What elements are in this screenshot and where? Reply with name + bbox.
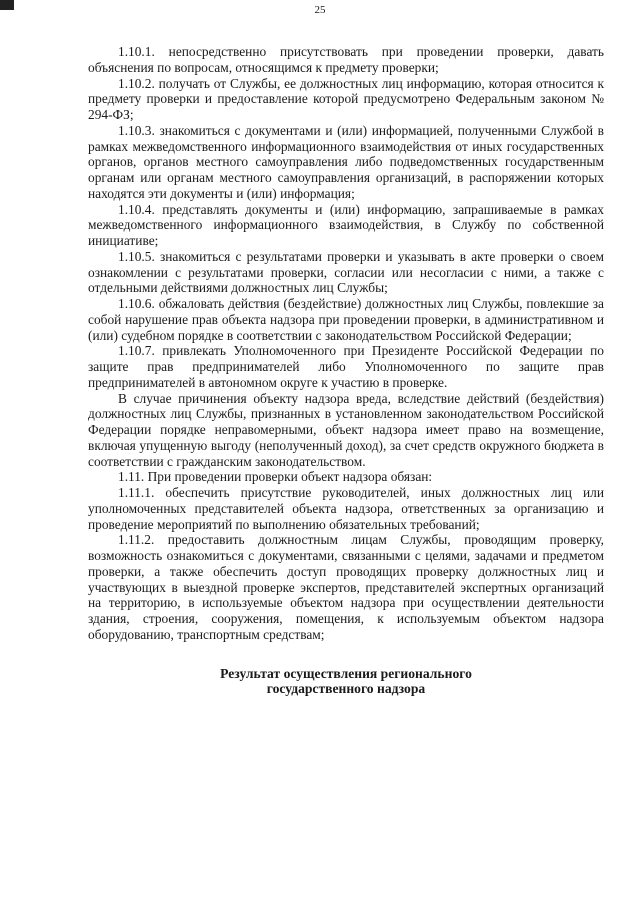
section-heading [88,666,604,697]
paragraph-1-11-1: 1.11.1. обеспечить присутствие руководителей, иных должностных лиц или уполномоченных представителей объекта надзора, ответственных за организацию и проведение мероприятий по выполнению обязательных требований; [88,485,604,532]
paragraph-1-11: 1.11. При проведении проверки объект надзора обязан: [118,469,433,485]
paragraph-1-10-2: 1.10.2. получать от Службы, ее должностных лиц информацию, которая относится к предмету проверки и предоставление которой предусмотрено Федеральным законом № 294-ФЗ; [88,75,604,122]
page-number: 25 [314,4,326,16]
section-heading-line-1: Результат осуществления регионального [220,665,472,681]
paragraph-1-10-1: 1.10.1. непосредственно присутствовать при проведении проверки, давать объяснения по вопросам, относящимся к предмету проверки; [88,44,604,75]
paragraph-1-10-3: 1.10.3. знакомиться с документами и (или) информацией, полученными Службой в рамках межведомственного информационного взаимодействия от иных государственных органов, органов местного самоуправления либо подведомственных государственным органам или органам местного самоуправления организаций, в распоряжении которых находятся эти документы и (или) информация; [88,122,604,201]
paragraph-1-10-6: 1.10.6. обжаловать действия (бездействие) должностных лиц Службы, повлекшие за собой нарушение прав объекта надзора при проведении проверки, в административном и (или) судебном порядке в соответствии с законодательством Российской Федерации; [88,296,604,343]
paragraph-1-10-4: 1.10.4. представлять документы и (или) информацию, запрашиваемые в рамках межведомственного информационного взаимодействия, в Службу по собственной инициативе; [88,201,604,248]
paragraph-1-11-2: 1.11.2. предоставить должностным лицам Службы, проводящим проверку, возможность ознакомиться с документами, связанными с целями, задачами и предметом проверки, а также обеспечить доступ проводящих проверку должностных лиц и участвующих в выездной проверке экспертов, представителей экспертных организаций на территорию, в используемые объектом надзора при осуществлении деятельности здания, строения, сооружения, помещения, к используемым объектом надзора оборудованию, транспортным средствам; [88,532,604,642]
paragraph-1-10-5: 1.10.5. знакомиться с результатами проверки и указывать в акте проверки о своем ознакомлении с результатами проверки, согласии или несогласии с ними, а также с отдельными действиями должностных лиц Службы; [88,248,604,296]
document-body [88,44,604,697]
paragraph-1-10-7: 1.10.7. привлекать Уполномоченного при Президенте Российской Федерации по защите прав предпринимателей либо Уполномоченного по защите прав предпринимателей в автономном округе к участию в проверке. [88,343,604,390]
section-heading-line-2: государственного надзора [266,681,426,696]
paragraph-harm-compensation: В случае причинения объекту надзора вреда, вследствие действий (бездействия) должностных лиц Службы, признанных в установленном законодательством Российской Федерации порядке неправомерными, объект надзора имеет право на возмещение, включая упущенную выгоду (неполученный доход), за счет средств окружного бюджета в соответствии с гражданским законодательством. [88,390,604,469]
